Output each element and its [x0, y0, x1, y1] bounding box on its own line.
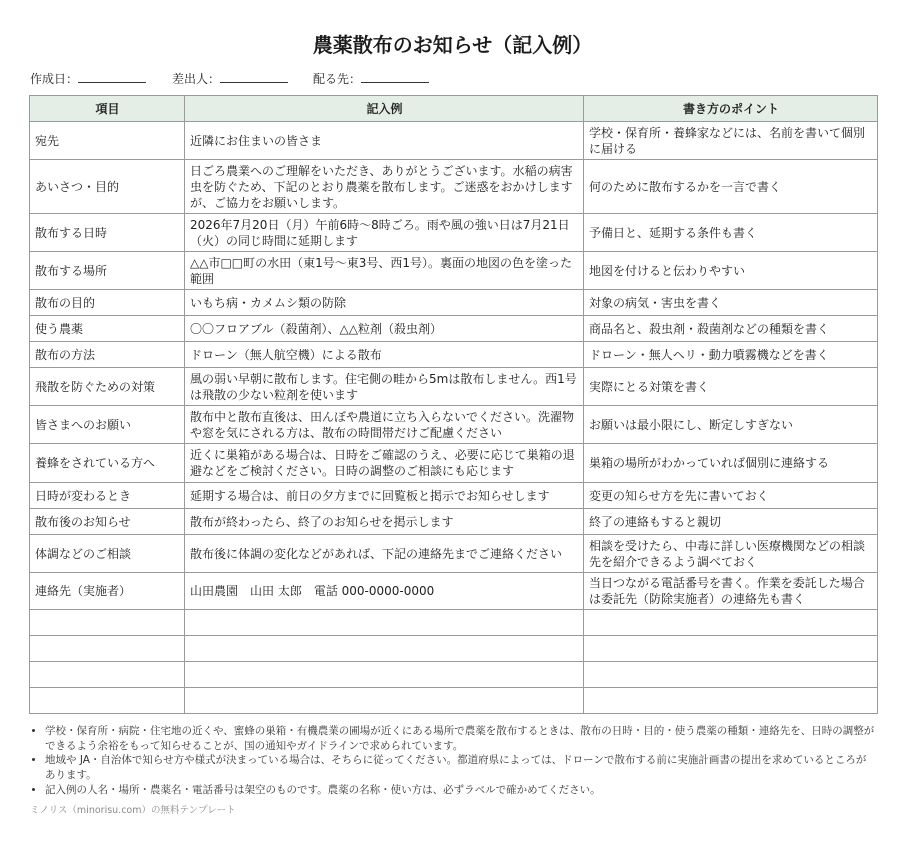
header-example: 記入例	[185, 96, 584, 122]
example-cell: 散布中と散布直後は、田んぼや農道に立ち入らないでください。洗濯物や窓を気にされる方は、散布の時間帯だけご配慮ください	[185, 406, 584, 444]
table-header-row	[30, 96, 878, 122]
example-cell: 〇〇フロアブル（殺菌剤）、△△粒剤（殺虫剤）	[185, 316, 584, 342]
tip-cell: 予備日と、延期する条件も書く	[584, 214, 878, 252]
blank-row	[30, 688, 878, 714]
item-cell: 散布後のお知らせ	[30, 509, 185, 535]
note-item: • 学校・保育所・病院・住宅地の近くや、蜜蜂の巣箱・有機農業の圃場が近くにある場所で農薬を散布するときは、散布の日時・目的・使う農薬の種類・連絡先を、日時の調整ができるよう余裕をもって知らせることが、国の通知やガイドラインで求められています。	[45, 724, 876, 753]
blank-cell	[584, 688, 878, 714]
item-cell: 散布の方法	[30, 342, 185, 368]
tip-cell: ドローン・無人ヘリ・動力噴霧機などを書く	[584, 342, 878, 368]
blank-cell	[584, 662, 878, 688]
notes-list	[29, 724, 876, 798]
tip-cell: 何のために散布するかを一言で書く	[584, 160, 878, 214]
created-date-label: 作成日：	[30, 72, 79, 86]
created-date-field	[30, 69, 146, 87]
blank-cell	[30, 610, 185, 636]
tip-cell: 当日つながる電話番号を書く。作業を委託した場合は委託先（防除実施者）の連絡先も書く	[584, 573, 878, 610]
tip-cell: 実際にとる対策を書く	[584, 368, 878, 406]
blank-cell	[584, 610, 878, 636]
tip-cell: 対象の病気・害虫を書く	[584, 290, 878, 316]
created-date-blank	[78, 69, 146, 83]
sender-label: 差出人：	[172, 72, 221, 86]
tip-cell: 終了の連絡もすると親切	[584, 509, 878, 535]
item-cell: 体調などのご相談	[30, 535, 185, 573]
tip-cell: お願いは最小限にし、断定しすぎない	[584, 406, 878, 444]
item-cell: あいさつ・目的	[30, 160, 185, 214]
example-cell: 山田農園 山田 太郎 電話 000-0000-0000	[185, 573, 584, 610]
recipients-field	[313, 69, 429, 87]
item-cell: 散布する場所	[30, 252, 185, 290]
tip-cell: 学校・保育所・養蜂家などには、名前を書いて個別に届ける	[584, 122, 878, 160]
tip-cell: 地図を付けると伝わりやすい	[584, 252, 878, 290]
item-cell: 日時が変わるとき	[30, 483, 185, 509]
example-cell: 2026年7月20日（月）午前6時〜8時ごろ。雨や風の強い日は7月21日（火）の同じ時間に延期します	[185, 214, 584, 252]
blank-cell	[185, 688, 584, 714]
table-row	[30, 368, 878, 406]
table-row	[30, 406, 878, 444]
table-row	[30, 573, 878, 610]
table-row	[30, 444, 878, 483]
header-item: 項目	[30, 96, 185, 122]
example-cell: 風の弱い早朝に散布します。住宅側の畦から5mは散布しません。西1号は飛散の少ない粒剤を使います	[185, 368, 584, 406]
note-item: • 地域や JA・自治体で知らせ方や様式が決まっている場合は、そちらに従ってください。都道府県によっては、ドローンで散布する前に実施計画書の提出を求めているところがあります。	[45, 753, 876, 782]
item-cell: 散布する日時	[30, 214, 185, 252]
tip-cell: 巣箱の場所がわかっていれば個別に連絡する	[584, 444, 878, 483]
example-cell: いもち病・カメムシ類の防除	[185, 290, 584, 316]
example-cell: ドローン（無人航空機）による散布	[185, 342, 584, 368]
table-row	[30, 316, 878, 342]
tip-cell: 変更の知らせ方を先に書いておく	[584, 483, 878, 509]
item-cell: 宛先	[30, 122, 185, 160]
blank-cell	[185, 610, 584, 636]
example-cell: △△市□□町の水田（東1号〜東3号、西1号）。裏面の地図の色を塗った範囲	[185, 252, 584, 290]
blank-cell	[30, 662, 185, 688]
example-cell: 近くに巣箱がある場合は、日時をご確認のうえ、必要に応じて巣箱の退避などをご検討ください。日時の調整のご相談にも応じます	[185, 444, 584, 483]
item-cell: 散布の目的	[30, 290, 185, 316]
item-cell: 皆さまへのお願い	[30, 406, 185, 444]
blank-cell	[30, 688, 185, 714]
note-item: • 記入例の人名・場所・農薬名・電話番号は架空のものです。農薬の名称・使い方は、必ずラベルで確かめてください。	[45, 783, 876, 798]
header-tip: 書き方のポイント	[584, 96, 878, 122]
recipients-label: 配る先：	[313, 72, 362, 86]
item-cell: 飛散を防ぐための対策	[30, 368, 185, 406]
example-cell: 日ごろ農業へのご理解をいただき、ありがとうございます。水稲の病害虫を防ぐため、下記のとおり農薬を散布します。ご迷惑をおかけしますが、ご協力をお願いします。	[185, 160, 584, 214]
example-table	[29, 95, 878, 714]
blank-row	[30, 610, 878, 636]
blank-row	[30, 662, 878, 688]
example-cell: 散布が終わったら、終了のお知らせを掲示します	[185, 509, 584, 535]
example-cell: 散布後に体調の変化などがあれば、下記の連絡先までご連絡ください	[185, 535, 584, 573]
page-title: 農薬散布のお知らせ（記入例）	[312, 33, 593, 57]
item-cell: 連絡先（実施者）	[30, 573, 185, 610]
template-credit: ミノリス（minorisu.com）の無料テンプレート	[30, 804, 236, 816]
example-cell: 延期する場合は、前日の夕方までに回覧板と掲示でお知らせします	[185, 483, 584, 509]
blank-cell	[30, 636, 185, 662]
item-cell: 使う農薬	[30, 316, 185, 342]
tip-cell: 相談を受けたら、中毒に詳しい医療機関などの相談先を紹介できるよう調べておく	[584, 535, 878, 573]
item-cell: 養蜂をされている方へ	[30, 444, 185, 483]
example-cell: 近隣にお住まいの皆さま	[185, 122, 584, 160]
blank-cell	[185, 636, 584, 662]
table-row	[30, 483, 878, 509]
sender-field	[172, 69, 288, 87]
sender-blank	[220, 69, 288, 83]
table-row	[30, 160, 878, 214]
table-row	[30, 290, 878, 316]
table-row	[30, 252, 878, 290]
blank-cell	[584, 636, 878, 662]
table-row	[30, 535, 878, 573]
header-fields	[0, 69, 905, 85]
blank-row	[30, 636, 878, 662]
table-row	[30, 214, 878, 252]
table-row	[30, 342, 878, 368]
recipients-blank	[361, 69, 429, 83]
table-row	[30, 122, 878, 160]
table-row	[30, 509, 878, 535]
blank-cell	[185, 662, 584, 688]
tip-cell: 商品名と、殺虫剤・殺菌剤などの種類を書く	[584, 316, 878, 342]
